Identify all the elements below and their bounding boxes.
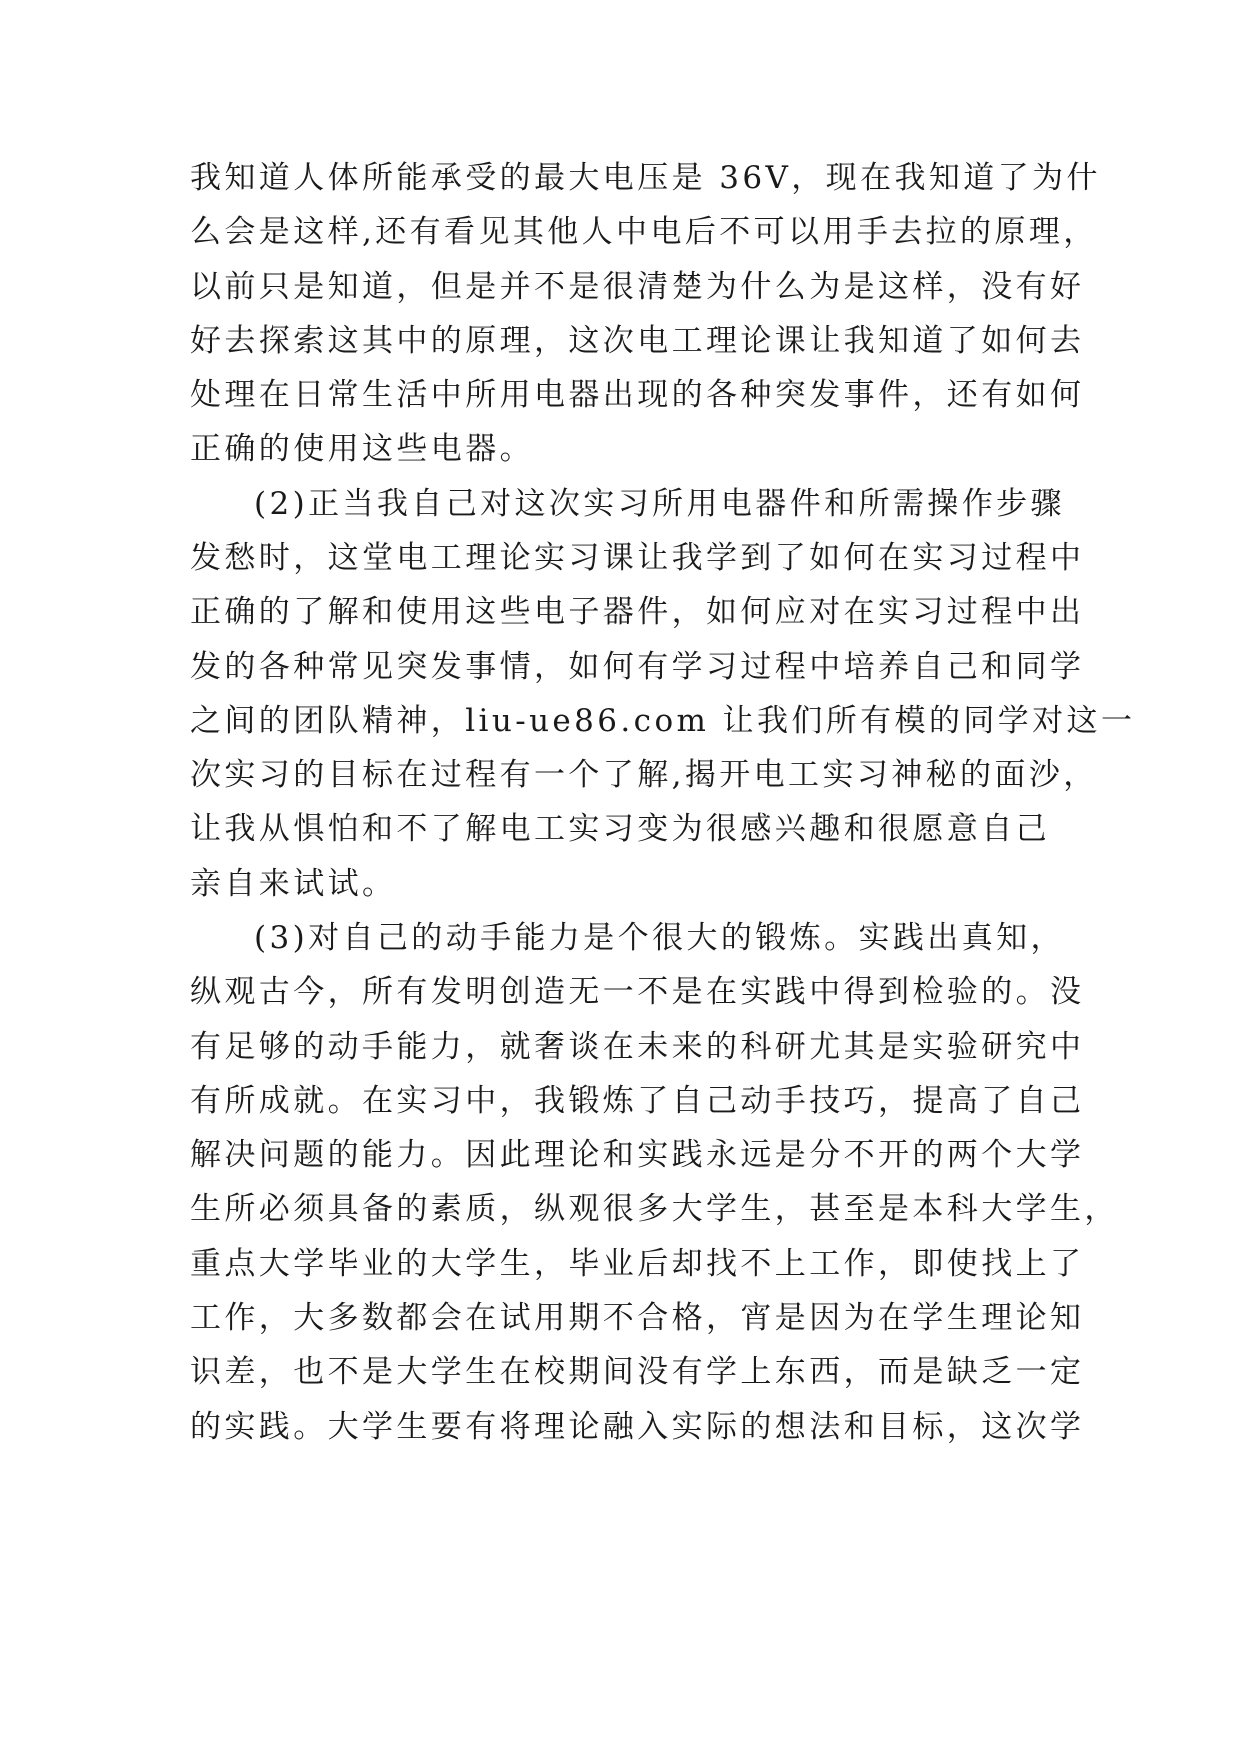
text-line: 么会是这样,还有看见其他人中电后不可以用手去拉的原理， [190,214,1098,250]
text-line: 纵观古今，所有发明创造无一不是在实践中得到检验的。没 [190,974,1085,1010]
text-line: 工作，大多数都会在试用期不合格，宵是因为在学生理论知 [190,1300,1085,1336]
text-line: 正确的了解和使用这些电子器件，如何应对在实习过程中出 [190,594,1085,630]
text-line: 解决问题的能力。因此理论和实践永远是分不开的两个大学 [190,1137,1085,1173]
text-line: 让我从惧怕和不了解电工实习变为很感兴趣和很愿意自己 [190,811,1050,847]
text-line: 亲自来试试。 [190,866,397,902]
text-line: 处理在日常生活中所用电器出现的各种突发事件，还有如何 [190,377,1085,413]
text-line: 有足够的动手能力，就奢谈在未来的科研尤其是实验研究中 [190,1029,1085,1065]
text-line: 发愁时，这堂电工理论实习课让我学到了如何在实习过程中 [190,540,1085,576]
text-line: 的实践。大学生要有将理论融入实际的想法和目标，这次学 [190,1409,1085,1445]
text-line: 之间的团队精神，liu-ue86.com 让我们所有模的同学对这一 [190,703,1136,739]
text-line: 重点大学毕业的大学生，毕业后却找不上工作，即使找上了 [190,1246,1085,1282]
paragraph-start-line: (2)正当我自己对这次实习所用电器件和所需操作步骤 [254,486,1065,522]
text-line: 我知道人体所能承受的最大电压是 36V，现在我知道了为什 [190,160,1101,196]
text-line: 生所必须具备的素质，纵观很多大学生，甚至是本科大学生， [190,1191,1119,1227]
text-line: 发的各种常见突发事情，如何有学习过程中培养自己和同学 [190,649,1085,685]
text-line: 识差，也不是大学生在校期间没有学上东西，而是缺乏一定 [190,1354,1085,1390]
text-line: 以前只是知道，但是并不是很清楚为什么为是这样，没有好 [190,269,1085,305]
text-line: 正确的使用这些电器。 [190,431,534,467]
text-line: 好去探索这其中的原理，这次电工理论课让我知道了如何去 [190,323,1085,359]
text-line: 次实习的目标在过程有一个了解,揭开电工实习神秘的面沙， [190,757,1098,793]
text-line: 有所成就。在实习中，我锻炼了自己动手技巧，提高了自己 [190,1083,1085,1119]
paragraph-start-line: (3)对自己的动手能力是个很大的锻炼。实践出真知， [254,920,1065,956]
